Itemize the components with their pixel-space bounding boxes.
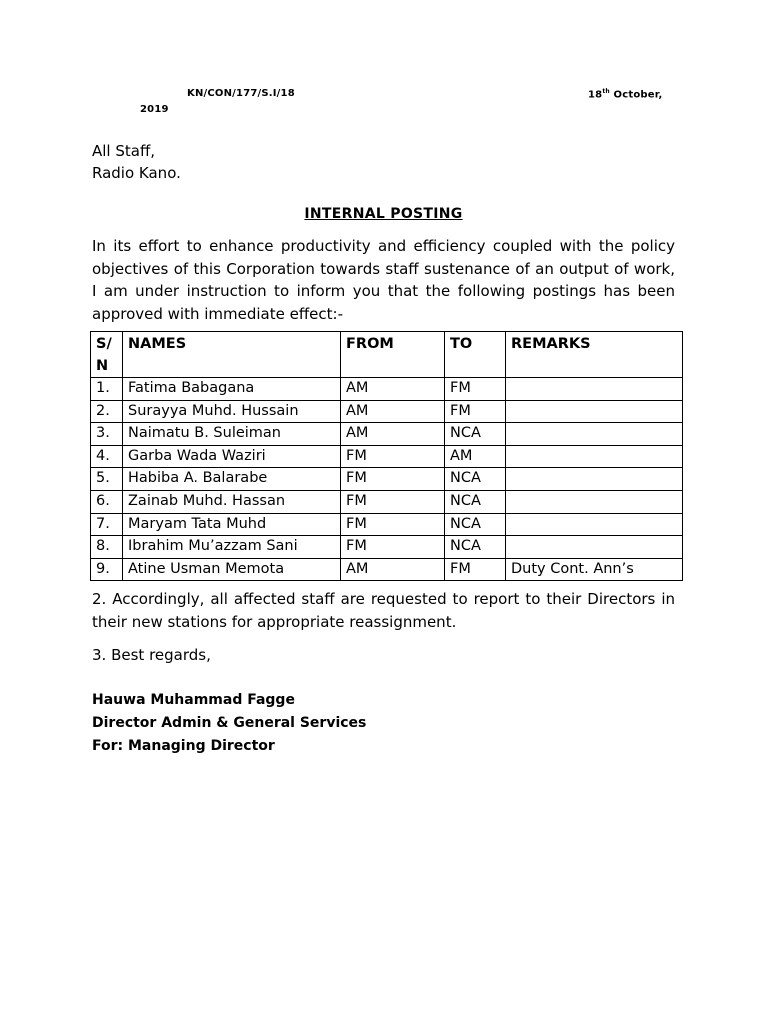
cell-to: NCA [445,536,506,559]
closing-paragraph: 3. Best regards, [92,646,211,664]
header-sn: S/N [91,332,123,378]
cell-to: NCA [445,468,506,491]
instruction-paragraph: 2. Accordingly, all affected staff are requested to report to their Directors in their new stations for appropriate reassignment. [92,590,675,631]
signatory-title: Director Admin & General Services [92,715,367,731]
cell-name: Atine Usman Memota [123,558,341,581]
cell-to: NCA [445,423,506,446]
cell-name: Fatima Babagana [123,378,341,401]
signatory-for: For: Managing Director [92,738,275,754]
cell-name: Surayya Muhd. Hussain [123,400,341,423]
addressee-line: All Staff, [92,142,156,160]
cell-remarks [506,490,683,513]
cell-remarks [506,468,683,491]
cell-name: Ibrahim Mu’azzam Sani [123,536,341,559]
cell-remarks [506,536,683,559]
table-row [91,468,683,491]
cell-sn: 8. [91,536,123,559]
addressee-block [92,140,181,184]
cell-sn: 7. [91,513,123,536]
table-row [91,400,683,423]
postings-table [90,331,683,581]
cell-sn: 2. [91,400,123,423]
cell-from: AM [341,558,445,581]
document-title: INTERNAL POSTING [304,206,463,222]
cell-to: AM [445,445,506,468]
cell-from: AM [341,378,445,401]
header-to: TO [445,332,506,378]
header-names: NAMES [123,332,341,378]
cell-to: FM [445,400,506,423]
reference-number: KN/CON/177/S.I/18 [187,88,295,99]
cell-from: FM [341,468,445,491]
signatory-name: Hauwa Muhammad Fagge [92,692,295,708]
date-suffix: th [602,88,610,95]
cell-remarks [506,400,683,423]
cell-remarks: Duty Cont. Ann’s [506,558,683,581]
cell-from: FM [341,513,445,536]
cell-to: NCA [445,490,506,513]
table-header-row [91,332,683,378]
cell-from: AM [341,423,445,446]
cell-sn: 4. [91,445,123,468]
table-row [91,536,683,559]
cell-name: Maryam Tata Muhd [123,513,341,536]
cell-remarks [506,423,683,446]
cell-name: Zainab Muhd. Hassan [123,490,341,513]
cell-remarks [506,513,683,536]
cell-from: AM [341,400,445,423]
letter-date [588,88,662,100]
intro-paragraph: In its effort to enhance productivity and efficiency coupled with the policy objectives of this Corporation towards staff sustenance of an output of work, I am under instruction to inform you that the following postings has been approved with immediate effect:- [92,237,675,324]
header-from: FROM [341,332,445,378]
table-row [91,445,683,468]
cell-remarks [506,378,683,401]
cell-sn: 9. [91,558,123,581]
cell-to: NCA [445,513,506,536]
cell-sn: 3. [91,423,123,446]
date-month: October, [609,89,663,101]
table-row [91,513,683,536]
cell-to: FM [445,558,506,581]
cell-sn: 1. [91,378,123,401]
cell-to: FM [445,378,506,401]
table-row [91,490,683,513]
cell-sn: 5. [91,468,123,491]
cell-sn: 6. [91,490,123,513]
cell-from: FM [341,445,445,468]
cell-from: FM [341,490,445,513]
cell-from: FM [341,536,445,559]
letter-year: 2019 [140,104,169,115]
cell-name: Naimatu B. Suleiman [123,423,341,446]
date-day: 18 [588,89,603,101]
addressee-line: Radio Kano. [92,164,181,182]
signature-block [92,689,366,758]
table-row [91,423,683,446]
cell-remarks [506,445,683,468]
cell-name: Habiba A. Balarabe [123,468,341,491]
cell-name: Garba Wada Waziri [123,445,341,468]
table-row [91,558,683,581]
table-row [91,378,683,401]
header-remarks: REMARKS [506,332,683,378]
